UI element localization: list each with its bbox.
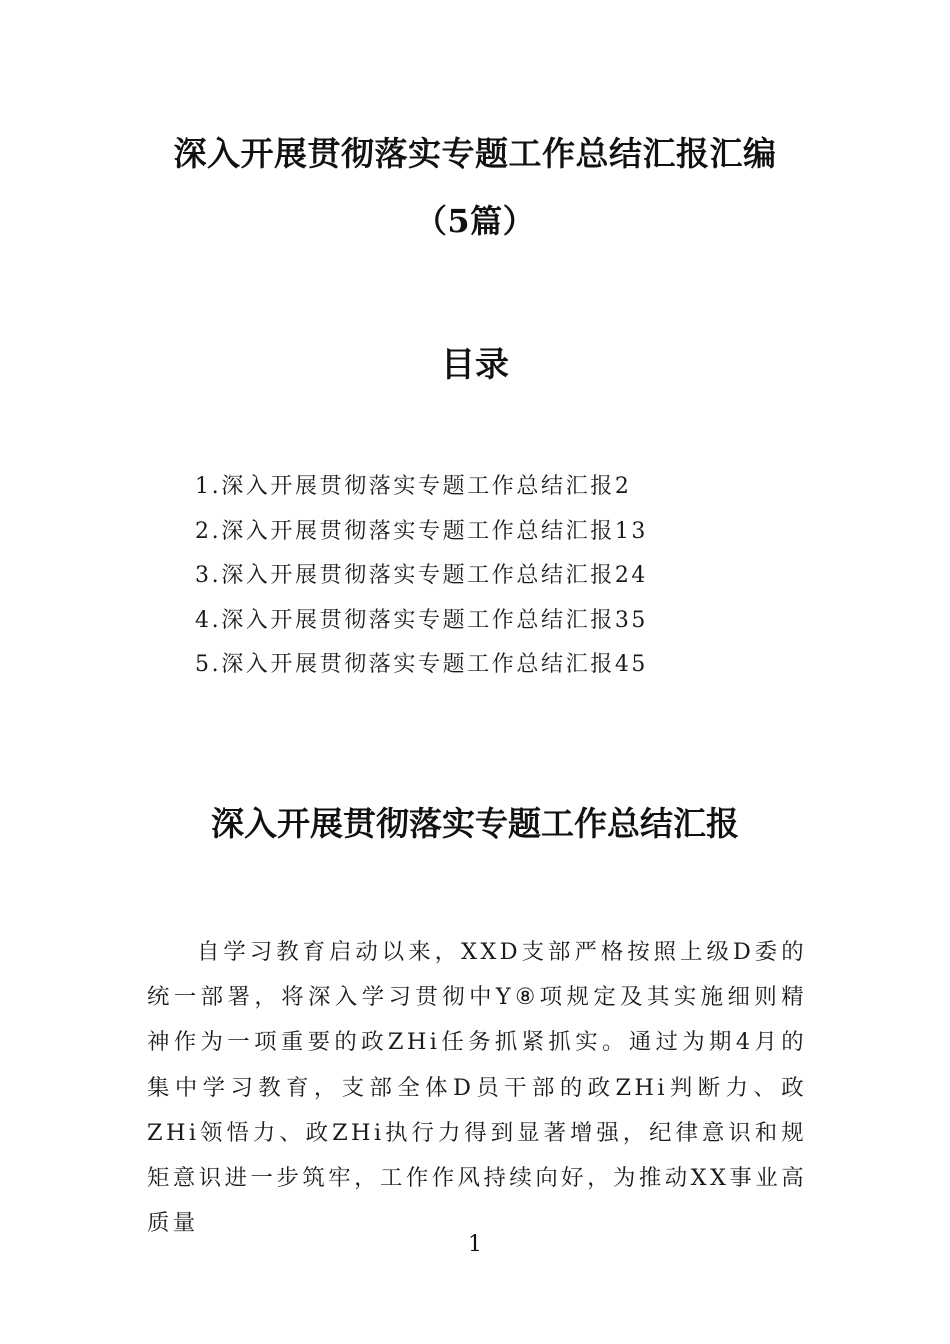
body-paragraph: 自学习教育启动以来，XXD支部严格按照上级D委的统一部署，将深入学习贯彻中Y⑧项规定及其实施细则精神作为一项重要的政ZHi任务抓紧抓实。通过为期4月的集中学习教育，支部全体D员干部的政ZHi判断力、政ZHi领悟力、政ZHi执行力得到显著增强，纪律意识和规矩意识进一步筑牢，工作作风持续向好，为推动XX事业高质量 — [147, 939, 807, 1237]
table-of-contents — [195, 468, 648, 691]
toc-item-1[interactable] — [195, 468, 648, 513]
toc-item-page: 2 — [614, 474, 632, 499]
toc-item-number: 3. — [195, 563, 222, 588]
article-title: 深入开展贯彻落实专题工作总结汇报 — [211, 804, 739, 843]
toc-item-2[interactable] — [195, 513, 648, 558]
toc-item-number: 4. — [195, 607, 222, 633]
page-number: 1 — [468, 1232, 482, 1257]
toc-item-title: 深入开展贯彻落实专题工作总结汇报 — [221, 474, 615, 499]
toc-item-title: 深入开展贯彻落实专题工作总结汇报 — [221, 607, 615, 633]
toc-item-page: 45 — [614, 652, 649, 677]
toc-item-5[interactable] — [195, 646, 648, 691]
toc-item-title: 深入开展贯彻落实专题工作总结汇报 — [221, 563, 615, 588]
toc-item-page: 13 — [614, 518, 649, 544]
toc-item-3[interactable] — [195, 557, 648, 602]
toc-item-title: 深入开展贯彻落实专题工作总结汇报 — [221, 652, 615, 677]
toc-item-4[interactable] — [195, 602, 648, 647]
toc-heading: 目录 — [441, 345, 509, 385]
toc-item-page: 24 — [614, 563, 649, 588]
toc-item-number: 5. — [195, 652, 222, 677]
document-subtitle: （5篇） — [414, 202, 536, 240]
toc-item-number: 2. — [195, 518, 222, 544]
toc-item-page: 35 — [614, 607, 649, 633]
document-main-title: 深入开展贯彻落实专题工作总结汇报汇编 — [173, 134, 777, 173]
toc-item-number: 1. — [195, 474, 222, 499]
toc-item-title: 深入开展贯彻落实专题工作总结汇报 — [221, 518, 615, 544]
